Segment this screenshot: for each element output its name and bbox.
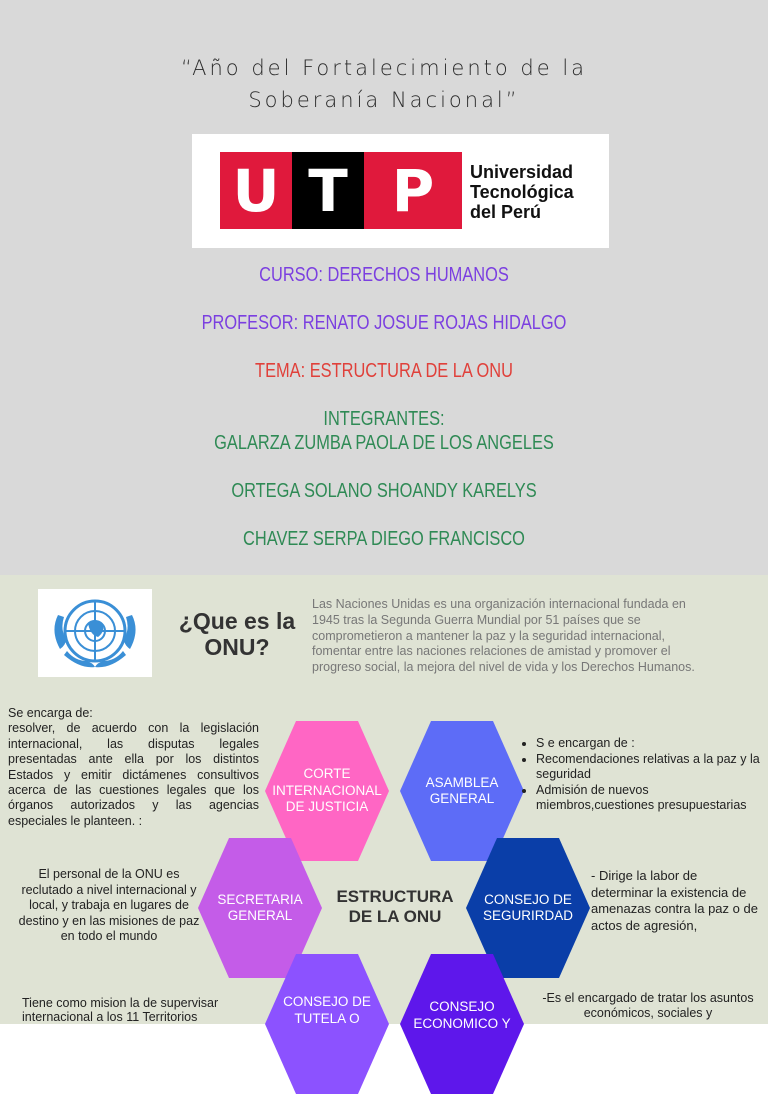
university-name-line-3: del Perú bbox=[470, 202, 542, 222]
university-name bbox=[470, 162, 574, 222]
members-label: INTEGRANTES: bbox=[323, 408, 445, 430]
consejo-seguridad-description: - Dirige la labor de determinar la existencia de amenazas contra la paz o de actos de agresión, bbox=[591, 868, 758, 933]
hex-consejo-seguridad-label: CONSEJO DE SEGURIRDAD bbox=[482, 891, 573, 923]
un-emblem-icon bbox=[38, 589, 152, 677]
professor-line: PROFESOR: RENATO JOSUE ROJAS HIDALGO bbox=[201, 312, 567, 334]
logo-letter-t: T bbox=[292, 152, 364, 229]
course-line: CURSO: DERECHOS HUMANOS bbox=[259, 264, 509, 286]
consejo-tutela-description: Tiene como mision la de supervisar internacional a los 11 Territorios bbox=[22, 996, 219, 1024]
hex-corte-label: CORTE INTERNACIONAL DE JUSTICIA bbox=[272, 766, 382, 815]
onu-description: Las Naciones Unidas es una organización internacional fundada en 1945 tras la Segunda Guerra Mundial por 51 países que se comprometieron a mantener la paz y la seguridad internacional, fomentar entre las naciones relaciones de amistad y promover el progreso social, la mejora del nivel de vida y los Derechos Humanos. bbox=[312, 597, 695, 675]
asamblea-item-1: • S e encargan de : bbox=[536, 736, 761, 752]
hex-secretaria-label: SECRETARIA GENERAL bbox=[217, 891, 303, 923]
estructura-title: ESTRUCTURA DE LA ONU bbox=[336, 887, 454, 926]
corte-text: resolver, de acuerdo con la legislación internacional, las disputas legales presentadas ante ella por los distintos Estados y emitir dictámenes consultivos acerca de las cuestiones legales que los órganos autorizados y las agencias especiales le planteen. : bbox=[8, 721, 259, 828]
corte-intro: Se encarga de: bbox=[8, 706, 93, 720]
secretaria-description: El personal de la ONU es reclutado a nivel internacional y local, y trabaja en lugares de destino y en las misiones de paz en todo el mundo bbox=[18, 867, 200, 944]
onu-question-title: ¿Que es la ONU? bbox=[178, 608, 296, 660]
hex-consejo-economico-label: CONSEJO ECONOMICO Y bbox=[413, 999, 511, 1031]
motto-title: “Año del Fortalecimiento de la Soberanía Nacional” bbox=[180, 56, 588, 112]
logo-letter-p: P bbox=[364, 152, 462, 229]
asamblea-item-2: • Recomendaciones relativas a la paz y la seguridad bbox=[536, 752, 761, 783]
logo-letter-u: U bbox=[220, 152, 292, 229]
utp-letters bbox=[220, 152, 462, 229]
asamblea-item-3: • Admisión de nuevos miembros,cuestiones presupuestarias bbox=[536, 783, 761, 814]
hex-consejo-tutela-label: CONSEJO DE TUTELA O bbox=[283, 994, 371, 1026]
consejo-economico-description: -Es el encargado de tratar los asuntos económicos, sociales y bbox=[542, 991, 754, 1020]
corte-description bbox=[8, 706, 259, 829]
university-name-line-2: Tecnológica bbox=[470, 182, 574, 202]
utp-logo bbox=[192, 134, 609, 248]
topic-line: TEMA: ESTRUCTURA DE LA ONU bbox=[255, 360, 513, 382]
member-2: ORTEGA SOLANO SHOANDY KARELYS bbox=[231, 480, 537, 502]
member-3: CHAVEZ SERPA DIEGO FRANCISCO bbox=[243, 528, 525, 550]
hex-asamblea-label: ASAMBLEA GENERAL bbox=[425, 774, 499, 806]
university-name-line-1: Universidad bbox=[470, 162, 574, 182]
asamblea-list bbox=[521, 736, 761, 814]
member-1: GALARZA ZUMBA PAOLA DE LOS ANGELES bbox=[214, 432, 554, 454]
